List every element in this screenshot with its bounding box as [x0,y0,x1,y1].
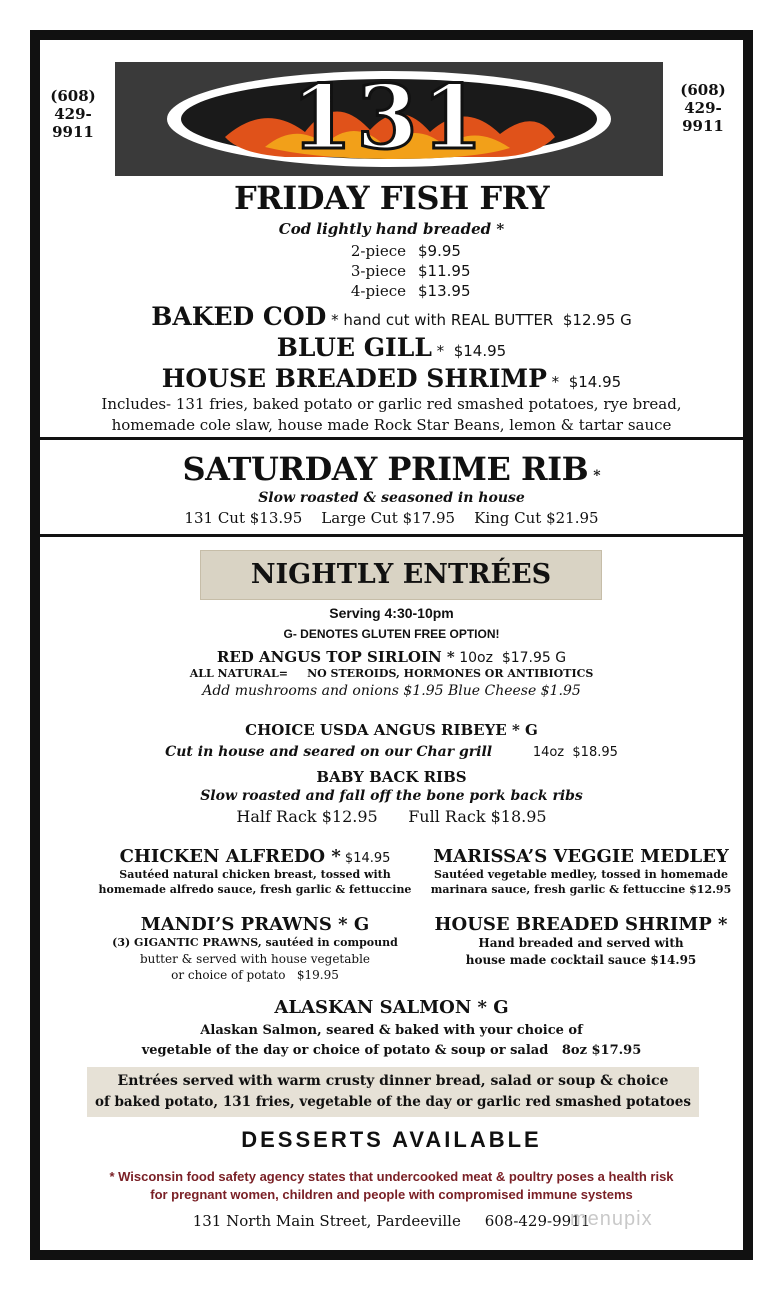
piece-label: 3-piece [350,262,406,280]
phone-left: (608) 429- 9911 [50,87,96,141]
prime-rib-heading [40,450,743,488]
baked-cod-name: BAKED COD [151,302,327,331]
section-divider [40,534,743,537]
shrimp2-desc: Hand breaded and served with [478,936,684,950]
piece-label: 4-piece [350,282,406,300]
house-shrimp-line [40,364,743,393]
salmon-name: ALASKAN SALMON * G [274,997,509,1018]
salmon-desc-block [40,1021,743,1061]
gluten-note: G- DENOTES GLUTEN FREE OPTION! [283,627,500,641]
prawns-desc: butter & served with house vegetable [139,952,371,966]
warning-line: * Wisconsin food safety agency states that undercooked meat & poultry poses a health risk [109,1169,674,1184]
sirloin-price: 10oz $17.95 G [454,650,567,666]
ribs-name: BABY BACK RIBS [316,768,467,786]
baked-cod-line [40,302,743,331]
ribs-prices: Half Rack $12.95 Full Rack $18.95 [236,807,547,826]
house-shrimp-name: HOUSE BREADED SHRIMP [161,364,547,393]
entree-sides-box [87,1067,699,1117]
ribeye-price: 14oz $18.95 [532,745,618,760]
fish-fry-includes [40,394,743,436]
address-line: 131 North Main Street, Pardeeville 608-429-9911 [192,1212,591,1230]
house-breaded-shrimp [420,914,742,969]
chicken-alfredo [90,846,420,897]
warning-line: for pregnant women, children and people with compromised immune systems [150,1187,633,1202]
desserts-heading: DESSERTS AVAILABLE [241,1127,542,1152]
baked-cod-detail: * hand cut with REAL BUTTER $12.95 G [326,311,632,329]
nightly-entrees-banner: NIGHTLY ENTRÉES [200,550,602,600]
sides-line: of baked potato, 131 fries, vegetable of the day or garlic red smashed potatoes [94,1094,692,1110]
alfredo-desc: homemade alfredo sauce, fresh garlic & fettuccine [98,883,412,896]
house-shrimp-price: * $14.95 [546,373,622,391]
salmon-desc: Alaskan Salmon, seared & baked with your choice of [200,1023,583,1038]
prawns-name: MANDI’S PRAWNS * G [140,914,370,935]
prime-rib-star: * [593,468,601,484]
veggie-desc: marinara sauce, fresh garlic & fettuccine $12.95 [430,883,732,896]
all-natural-note: ALL NATURAL= NO STEROIDS, HORMONES OR ANTIBIOTICS [189,667,594,680]
alfredo-desc: Sautéed natural chicken breast, tossed with [119,868,391,881]
prime-rib-subtitle: Slow roasted & seasoned in house [258,490,525,506]
sirloin-add-ons: Add mushrooms and onions $1.95 Blue Cheese $1.95 [202,683,581,699]
piece-price: $9.95 [418,242,461,260]
sides-text [87,1067,699,1113]
piece-price: $13.95 [418,282,471,300]
sirloin-name: RED ANGUS TOP SIRLOIN * [216,648,455,666]
food-safety-warning [40,1168,743,1204]
restaurant-logo [115,62,663,176]
logo-text: 131 [291,65,487,169]
salmon-desc: vegetable of the day or choice of potato & soup or salad 8oz $17.95 [141,1043,642,1058]
ribeye-desc: Cut in house and seared on our Char grill [165,744,493,760]
sides-line: Entrées served with warm crusty dinner bread, salad or soup & choice [117,1073,669,1089]
prawns-desc: or choice of potato $19.95 [171,968,339,982]
section-divider [40,437,743,440]
veggie-medley [420,846,742,897]
alfredo-price: $14.95 [340,851,391,866]
piece-label: 2-piece [350,242,406,260]
alfredo-heading [90,846,420,867]
prime-rib-title: SATURDAY PRIME RIB [182,450,589,488]
cod-price-list [310,241,490,301]
cod-price-row [310,281,490,301]
prawns-desc: (3) GIGANTIC PRAWNS, sautéed in compound [112,936,398,949]
blue-gill-name: BLUE GILL [276,333,432,362]
blue-gill-line [40,333,743,362]
piece-price: $11.95 [418,262,471,280]
cod-price-row [310,241,490,261]
ribeye-line [40,741,743,760]
veggie-desc: Sautéed vegetable medley, tossed in homemade [434,868,728,881]
alfredo-name: CHICKEN ALFREDO * [119,846,341,867]
prime-rib-cuts: 131 Cut $13.95 Large Cut $17.95 King Cut $21.95 [184,509,599,527]
mandis-prawns [90,914,420,983]
menu-page [40,40,743,1250]
ribs-desc: Slow roasted and fall off the bone pork back ribs [200,788,583,804]
serving-hours: Serving 4:30-10pm [329,605,454,621]
sirloin-line [40,647,743,666]
fish-fry-title: FRIDAY FISH FRY [233,179,550,217]
blue-gill-price: * $14.95 [431,342,507,360]
watermark: menupix [570,1208,653,1230]
includes-line: homemade cole slaw, house made Rock Star Beans, lemon & tartar sauce [111,416,672,434]
phone-right: (608) 429- 9911 [680,81,726,135]
veggie-name: MARISSA’S VEGGIE MEDLEY [433,846,729,867]
includes-line: Includes- 131 fries, baked potato or garlic red smashed potatoes, rye bread, [101,395,682,413]
cod-price-row [310,261,490,281]
cod-heading: Cod lightly hand breaded * [278,220,505,238]
ribeye-name: CHOICE USDA ANGUS RIBEYE * G [245,721,538,739]
shrimp2-desc: house made cocktail sauce $14.95 [465,953,697,967]
shrimp2-name: HOUSE BREADED SHRIMP * [434,914,728,935]
